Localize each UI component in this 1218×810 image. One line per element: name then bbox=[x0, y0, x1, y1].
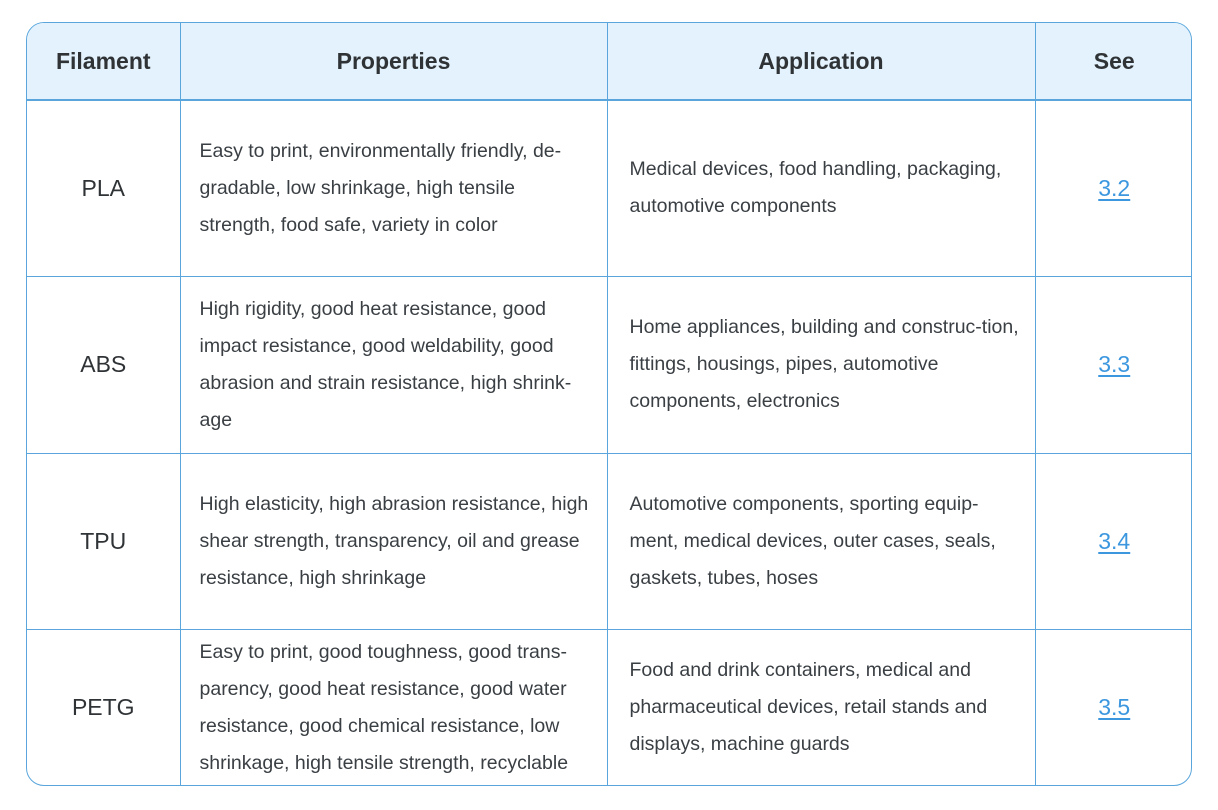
filament-application: Automotive components, sporting equip-ment, medical devices, outer cases, seals, gaskets, tubes, hoses bbox=[607, 453, 1035, 629]
filament-properties: High rigidity, good heat resistance, good impact resistance, good weldability, good abrasion and strain resistance, high shrink-age bbox=[180, 276, 607, 453]
see-section-link[interactable]: 3.5 bbox=[1098, 694, 1131, 721]
see-cell bbox=[1035, 453, 1192, 629]
see-cell bbox=[1035, 629, 1192, 786]
filament-name: PETG bbox=[27, 629, 180, 786]
table-row bbox=[27, 100, 1192, 276]
see-section-link[interactable]: 3.3 bbox=[1098, 351, 1131, 377]
header-application: Application bbox=[607, 23, 1035, 100]
header-row bbox=[27, 23, 1192, 100]
table-row bbox=[27, 276, 1192, 453]
filament-comparison-table bbox=[27, 23, 1192, 786]
filament-name: PLA bbox=[27, 100, 180, 276]
filament-table bbox=[26, 22, 1192, 786]
table-header bbox=[27, 23, 1192, 100]
table-row bbox=[27, 629, 1192, 786]
see-cell bbox=[1035, 276, 1192, 453]
see-section-link[interactable]: 3.2 bbox=[1098, 174, 1131, 201]
see-cell bbox=[1035, 100, 1192, 276]
see-section-link[interactable]: 3.4 bbox=[1098, 527, 1131, 554]
filament-name: ABS bbox=[27, 276, 180, 453]
table-body bbox=[27, 100, 1192, 786]
header-filament: Filament bbox=[27, 23, 180, 100]
filament-properties: High elasticity, high abrasion resistance, high shear strength, transparency, oil and grease resistance, high shrinkage bbox=[180, 453, 607, 629]
table-row bbox=[27, 453, 1192, 629]
filament-properties: Easy to print, environmentally friendly, de-gradable, low shrinkage, high tensile strength, food safe, variety in color bbox=[180, 100, 607, 276]
filament-application: Medical devices, food handling, packaging, automotive components bbox=[607, 100, 1035, 276]
filament-name: TPU bbox=[27, 453, 180, 629]
filament-application: Food and drink containers, medical and pharmaceutical devices, retail stands and displays, machine guards bbox=[607, 629, 1035, 786]
header-properties: Properties bbox=[180, 23, 607, 100]
filament-application: Home appliances, building and construc-tion, fittings, housings, pipes, automotive components, electronics bbox=[607, 276, 1035, 453]
header-see: See bbox=[1035, 23, 1192, 100]
filament-properties: Easy to print, good toughness, good trans-parency, good heat resistance, good water resistance, good chemical resistance, low shrinkage, high tensile strength, recyclable bbox=[180, 629, 607, 786]
